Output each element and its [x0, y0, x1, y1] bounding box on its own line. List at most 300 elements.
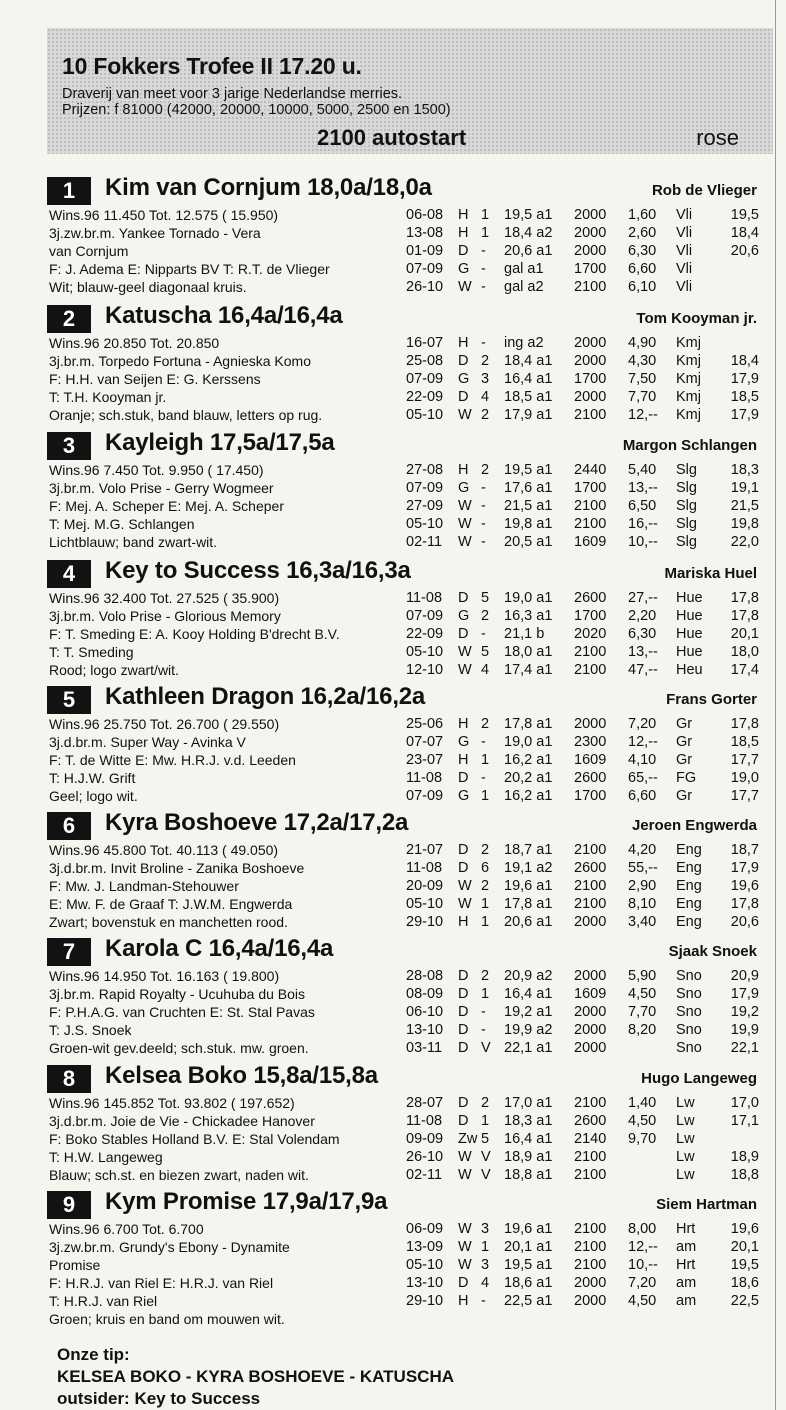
horse-entry: [47, 808, 773, 936]
horse-info-line: F: P.H.A.G. van Cruchten E: St. Stal Pavas: [49, 1004, 315, 1020]
horse-name: Key to Success 16,3a/16,3a: [105, 557, 411, 584]
result-rating: 17,8: [730, 716, 759, 732]
result-row: [406, 841, 773, 859]
result-row: [406, 1166, 773, 1184]
result-odds: 27,--: [628, 590, 658, 606]
result-distance: 2100: [574, 1239, 607, 1255]
result-row: [406, 406, 773, 424]
result-place: -: [481, 534, 486, 550]
result-row: [406, 1094, 773, 1112]
horse-name: Kym Promise 17,9a/17,9a: [105, 1188, 388, 1215]
result-row: [406, 589, 773, 607]
horse-number: 3: [47, 432, 91, 460]
result-time: 18,4 a2: [504, 225, 553, 241]
result-date: 13-09: [406, 1239, 444, 1255]
result-distance: 2100: [574, 644, 607, 660]
result-distance: 2000: [574, 335, 607, 351]
horse-number: 5: [47, 686, 91, 714]
result-place: -: [481, 734, 486, 750]
result-rating: 20,1: [730, 1239, 759, 1255]
result-row: [406, 607, 773, 625]
result-driver: Lw: [676, 1113, 695, 1129]
result-distance: 2100: [574, 516, 607, 532]
result-driver: Vli: [676, 279, 693, 295]
result-track: W: [458, 407, 472, 423]
result-row: [406, 1238, 773, 1256]
tip-block: [57, 1344, 454, 1410]
result-place: 4: [481, 1275, 490, 1291]
horse-info-line: 3j.zw.br.m. Grundy's Ebony - Dynamite: [49, 1239, 290, 1255]
result-odds: 5,90: [628, 968, 657, 984]
result-time: 19,0 a1: [504, 590, 553, 606]
result-odds: 10,--: [628, 534, 658, 550]
result-place: 1: [481, 986, 490, 1002]
result-track: G: [458, 480, 470, 496]
result-place: 4: [481, 389, 490, 405]
horse-info-line: F: T. de Witte E: Mw. H.R.J. v.d. Leeden: [49, 752, 296, 768]
horse-info: [49, 1220, 409, 1328]
result-rating: 17,9: [730, 407, 759, 423]
result-place: 2: [481, 462, 490, 478]
result-row: [406, 1112, 773, 1130]
result-track: D: [458, 590, 469, 606]
result-row: [406, 515, 773, 533]
race-header: [47, 28, 773, 154]
horse-info-line: Lichtblauw; band zwart-wit.: [49, 534, 218, 550]
result-distance: 2100: [574, 498, 607, 514]
result-row: [406, 1039, 773, 1057]
result-date: 21-07: [406, 842, 444, 858]
result-time: 19,5 a1: [504, 1257, 553, 1273]
result-track: H: [458, 1293, 469, 1309]
horse-entry: [47, 556, 773, 684]
result-driver: Lw: [676, 1149, 695, 1165]
result-date: 05-10: [406, 516, 444, 532]
horse-entry: [47, 1187, 773, 1327]
result-odds: 2,90: [628, 878, 657, 894]
result-odds: 4,30: [628, 353, 657, 369]
result-driver: Hue: [676, 590, 703, 606]
horse-number: 6: [47, 812, 91, 840]
result-track: W: [458, 279, 472, 295]
result-odds: 8,10: [628, 896, 657, 912]
result-time: 20,6 a1: [504, 914, 553, 930]
result-date: 01-09: [406, 243, 444, 259]
result-distance: 1609: [574, 986, 607, 1002]
result-distance: 2600: [574, 860, 607, 876]
horse-entry: [47, 173, 773, 301]
result-driver: Hue: [676, 608, 703, 624]
result-place: 1: [481, 207, 490, 223]
horse-info: [49, 1094, 409, 1184]
result-place: 2: [481, 1095, 490, 1111]
result-date: 05-10: [406, 1257, 444, 1273]
column-rule: [775, 0, 776, 1410]
result-time: 17,9 a1: [504, 407, 553, 423]
result-date: 06-09: [406, 1221, 444, 1237]
result-time: 19,9 a2: [504, 1022, 553, 1038]
result-place: 2: [481, 407, 490, 423]
result-row: [406, 751, 773, 769]
result-time: 19,0 a1: [504, 734, 553, 750]
result-driver: Slg: [676, 516, 697, 532]
race-prizes: Prijzen: f 81000 (42000, 20000, 10000, 5000, 2500 en 1500): [62, 102, 451, 118]
result-track: D: [458, 770, 469, 786]
horse-info-line: T: H.R.J. van Riel: [49, 1293, 158, 1309]
result-track: D: [458, 1113, 469, 1129]
result-odds: 2,20: [628, 608, 657, 624]
result-row: [406, 1256, 773, 1274]
result-time: 17,8 a1: [504, 896, 553, 912]
result-distance: 1609: [574, 752, 607, 768]
horse-info-line: 3j.br.m. Torpedo Fortuna - Agnieska Komo: [49, 353, 311, 369]
tip-outsider: outsider: Key to Success: [57, 1389, 261, 1408]
result-place: 1: [481, 225, 490, 241]
result-driver: Kmj: [676, 389, 701, 405]
result-driver: Lw: [676, 1167, 695, 1183]
result-odds: 1,40: [628, 1095, 657, 1111]
result-place: 1: [481, 1113, 490, 1129]
driver-name: Rob de Vlieger: [651, 182, 757, 199]
result-row: [406, 985, 773, 1003]
result-odds: 16,--: [628, 516, 658, 532]
result-distance: 2100: [574, 1257, 607, 1273]
result-distance: 2020: [574, 626, 607, 642]
result-rating: 20,1: [730, 626, 759, 642]
result-place: -: [481, 770, 486, 786]
result-driver: am: [676, 1275, 697, 1291]
result-time: 17,0 a1: [504, 1095, 553, 1111]
horse-info-line: F: Mw. J. Landman-Stehouwer: [49, 878, 239, 894]
horse-info-line: Wins.96 25.750 Tot. 26.700 ( 29.550): [49, 716, 280, 732]
result-odds: 12,--: [628, 1239, 658, 1255]
result-time: 20,6 a1: [504, 243, 553, 259]
result-track: G: [458, 371, 470, 387]
result-track: D: [458, 1275, 469, 1291]
result-distance: 2300: [574, 734, 607, 750]
driver-name: Hugo Langeweg: [641, 1070, 757, 1087]
result-time: 19,5 a1: [504, 462, 553, 478]
result-distance: 2140: [574, 1131, 607, 1147]
result-track: D: [458, 986, 469, 1002]
horse-name: Kayleigh 17,5a/17,5a: [105, 429, 335, 456]
result-driver: Hrt: [676, 1257, 696, 1273]
result-date: 29-10: [406, 1293, 444, 1309]
result-time: 16,2 a1: [504, 788, 553, 804]
result-distance: 2600: [574, 1113, 607, 1129]
horse-info-line: Blauw; sch.st. en biezen zwart, naden wit.: [49, 1167, 309, 1183]
result-track: W: [458, 878, 472, 894]
result-track: W: [458, 534, 472, 550]
horse-name: Karola C 16,4a/16,4a: [105, 935, 334, 962]
result-track: D: [458, 1022, 469, 1038]
result-driver: am: [676, 1293, 697, 1309]
results-table: [406, 967, 773, 1057]
result-row: [406, 224, 773, 242]
result-driver: Eng: [676, 842, 702, 858]
result-date: 29-10: [406, 914, 444, 930]
results-table: [406, 1094, 773, 1184]
result-distance: 2100: [574, 896, 607, 912]
result-rating: 21,5: [730, 498, 759, 514]
result-distance: 2000: [574, 353, 607, 369]
result-row: [406, 625, 773, 643]
result-place: 3: [481, 1221, 490, 1237]
result-odds: 4,50: [628, 1113, 657, 1129]
result-driver: Eng: [676, 914, 702, 930]
result-odds: 6,60: [628, 788, 657, 804]
result-rating: 17,1: [730, 1113, 759, 1129]
result-row: [406, 370, 773, 388]
result-date: 07-09: [406, 261, 444, 277]
result-driver: Vli: [676, 225, 693, 241]
result-track: W: [458, 498, 472, 514]
horse-number: 9: [47, 1191, 91, 1219]
result-rating: 18,4: [730, 353, 759, 369]
result-distance: 2000: [574, 243, 607, 259]
result-place: -: [481, 516, 486, 532]
result-rating: 18,7: [730, 842, 759, 858]
result-track: D: [458, 1040, 469, 1056]
result-date: 22-09: [406, 626, 444, 642]
horse-info-line: 3j.br.m. Volo Prise - Glorious Memory: [49, 608, 281, 624]
result-rating: 19,6: [730, 1221, 759, 1237]
result-rating: 18,9: [730, 1149, 759, 1165]
horse-info: [49, 461, 409, 551]
result-odds: 13,--: [628, 480, 658, 496]
result-date: 16-07: [406, 335, 444, 351]
horse-info-line: 3j.br.m. Rapid Royalty - Ucuhuba du Bois: [49, 986, 306, 1002]
result-driver: Slg: [676, 534, 697, 550]
result-row: [406, 497, 773, 515]
horse-entry: [47, 428, 773, 556]
result-distance: 2100: [574, 662, 607, 678]
result-place: V: [481, 1149, 491, 1165]
horse-info: [49, 589, 409, 679]
result-date: 13-10: [406, 1022, 444, 1038]
result-distance: 1609: [574, 534, 607, 550]
result-time: 16,4 a1: [504, 1131, 553, 1147]
result-rating: 19,2: [730, 1004, 759, 1020]
result-odds: 4,50: [628, 1293, 657, 1309]
result-time: gal a1: [504, 261, 544, 277]
horse-info-line: Rood; logo zwart/wit.: [49, 662, 179, 678]
result-driver: Slg: [676, 462, 697, 478]
result-track: H: [458, 716, 469, 732]
result-odds: 7,20: [628, 716, 657, 732]
result-odds: 8,20: [628, 1022, 657, 1038]
result-time: 20,9 a2: [504, 968, 553, 984]
result-date: 25-08: [406, 353, 444, 369]
result-place: -: [481, 1022, 486, 1038]
horse-info: [49, 841, 409, 931]
result-date: 11-08: [406, 1113, 443, 1129]
race-conditions: Draverij van meet voor 3 jarige Nederlandse merries.: [62, 86, 403, 102]
result-date: 13-10: [406, 1275, 444, 1291]
result-track: W: [458, 1167, 472, 1183]
driver-name: Tom Kooyman jr.: [636, 310, 757, 327]
result-distance: 2100: [574, 1095, 607, 1111]
result-place: 3: [481, 371, 490, 387]
horse-info-line: Oranje; sch.stuk, band blauw, letters op rug.: [49, 407, 323, 423]
result-distance: 2000: [574, 1293, 607, 1309]
result-place: 4: [481, 662, 490, 678]
result-rating: 19,5: [730, 1257, 759, 1273]
result-odds: 4,20: [628, 842, 657, 858]
result-date: 20-09: [406, 878, 444, 894]
result-date: 23-07: [406, 752, 444, 768]
result-time: 18,7 a1: [504, 842, 553, 858]
result-row: [406, 877, 773, 895]
result-row: [406, 715, 773, 733]
result-row: [406, 461, 773, 479]
result-rating: 17,9: [730, 860, 759, 876]
horse-info-line: Wins.96 6.700 Tot. 6.700: [49, 1221, 204, 1237]
horse-name: Katuscha 16,4a/16,4a: [105, 302, 343, 329]
driver-name: Sjaak Snoek: [668, 943, 757, 960]
result-distance: 2100: [574, 1149, 607, 1165]
result-rating: 18,0: [730, 644, 759, 660]
result-odds: 4,50: [628, 986, 657, 1002]
result-driver: Vli: [676, 243, 693, 259]
result-rating: 22,1: [730, 1040, 759, 1056]
result-place: 6: [481, 860, 490, 876]
result-distance: 2100: [574, 407, 607, 423]
result-place: 2: [481, 353, 490, 369]
result-date: 13-08: [406, 225, 444, 241]
result-driver: Vli: [676, 207, 693, 223]
horse-name: Kathleen Dragon 16,2a/16,2a: [105, 683, 426, 710]
result-distance: 2000: [574, 716, 607, 732]
horse-name: Kelsea Boko 15,8a/15,8a: [105, 1062, 378, 1089]
horse-info-line: 3j.zw.br.m. Yankee Tornado - Vera: [49, 225, 261, 241]
result-distance: 2100: [574, 1167, 607, 1183]
horse-name: Kim van Cornjum 18,0a/18,0a: [105, 174, 432, 201]
horse-info-line: Wit; blauw-geel diagonaal kruis.: [49, 279, 247, 295]
result-date: 05-10: [406, 407, 444, 423]
result-odds: 4,10: [628, 752, 657, 768]
result-distance: 2440: [574, 462, 607, 478]
result-driver: Eng: [676, 896, 702, 912]
result-date: 07-07: [406, 734, 444, 750]
result-date: 09-09: [406, 1131, 444, 1147]
result-row: [406, 1021, 773, 1039]
result-distance: 2000: [574, 207, 607, 223]
result-row: [406, 388, 773, 406]
result-place: 2: [481, 608, 490, 624]
result-rating: 18,3: [730, 462, 759, 478]
result-place: -: [481, 261, 486, 277]
results-table: [406, 589, 773, 679]
horse-info-line: E: Mw. F. de Graaf T: J.W.M. Engwerda: [49, 896, 293, 912]
result-track: D: [458, 1004, 469, 1020]
result-odds: 12,--: [628, 734, 658, 750]
result-odds: 6,30: [628, 626, 657, 642]
horse-number: 7: [47, 938, 91, 966]
result-place: 1: [481, 752, 490, 768]
result-row: [406, 733, 773, 751]
result-time: 18,3 a1: [504, 1113, 553, 1129]
result-driver: am: [676, 1239, 697, 1255]
result-place: 2: [481, 842, 490, 858]
result-driver: Sno: [676, 1004, 702, 1020]
horse-info-line: Wins.96 14.950 Tot. 16.163 ( 19.800): [49, 968, 280, 984]
result-distance: 1700: [574, 480, 607, 496]
horse-info-line: T: H.J.W. Grift: [49, 770, 136, 786]
result-date: 07-09: [406, 371, 444, 387]
result-date: 07-09: [406, 608, 444, 624]
result-place: 1: [481, 896, 490, 912]
result-row: [406, 533, 773, 551]
horse-entry: [47, 934, 773, 1062]
result-time: 19,6 a1: [504, 1221, 553, 1237]
result-rating: 18,4: [730, 225, 759, 241]
result-odds: 6,50: [628, 498, 657, 514]
horse-info-line: Groen-wit gev.deeld; sch.stuk. mw. groen.: [49, 1040, 309, 1056]
result-rating: 17,7: [730, 788, 759, 804]
result-track: D: [458, 842, 469, 858]
result-rating: 17,9: [730, 371, 759, 387]
result-track: H: [458, 207, 469, 223]
result-date: 12-10: [406, 662, 444, 678]
result-time: 17,4 a1: [504, 662, 553, 678]
result-driver: Slg: [676, 480, 697, 496]
race-start-type: 2100 autostart: [317, 125, 467, 150]
result-date: 02-11: [406, 1167, 443, 1183]
result-track: G: [458, 261, 470, 277]
result-odds: 4,90: [628, 335, 657, 351]
result-rating: 18,5: [730, 389, 759, 405]
result-place: 2: [481, 878, 490, 894]
result-driver: Kmj: [676, 335, 701, 351]
result-place: V: [481, 1167, 491, 1183]
result-time: 20,2 a1: [504, 770, 553, 786]
result-place: -: [481, 498, 486, 514]
result-rating: 17,4: [730, 662, 759, 678]
horse-entry: [47, 301, 773, 429]
result-track: D: [458, 389, 469, 405]
result-place: 1: [481, 788, 490, 804]
results-table: [406, 206, 773, 296]
result-rating: 17,8: [730, 590, 759, 606]
result-date: 08-09: [406, 986, 444, 1002]
result-driver: Sno: [676, 1022, 702, 1038]
horse-entry: [47, 682, 773, 810]
horse-info-line: T: J.S. Snoek: [49, 1022, 132, 1038]
result-track: G: [458, 788, 470, 804]
result-rating: 17,9: [730, 986, 759, 1002]
result-odds: 10,--: [628, 1257, 658, 1273]
result-driver: Sno: [676, 986, 702, 1002]
result-track: W: [458, 644, 472, 660]
result-date: 27-09: [406, 498, 444, 514]
result-track: D: [458, 860, 469, 876]
result-distance: 2100: [574, 1221, 607, 1237]
result-distance: 2000: [574, 1275, 607, 1291]
results-table: [406, 1220, 773, 1310]
result-driver: Lw: [676, 1131, 695, 1147]
result-date: 03-11: [406, 1040, 443, 1056]
horse-info: [49, 206, 409, 296]
driver-name: Siem Hartman: [656, 1196, 757, 1213]
result-track: D: [458, 968, 469, 984]
result-time: 17,8 a1: [504, 716, 553, 732]
result-time: 21,5 a1: [504, 498, 553, 514]
result-time: 19,5 a1: [504, 207, 553, 223]
horse-info-line: T: Mej. M.G. Schlangen: [49, 516, 195, 532]
result-date: 26-10: [406, 1149, 444, 1165]
horse-info-line: F: H.H. van Seijen E: G. Kerssens: [49, 371, 261, 387]
